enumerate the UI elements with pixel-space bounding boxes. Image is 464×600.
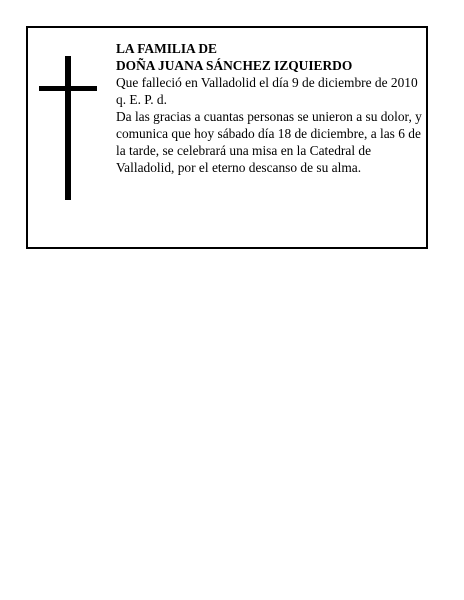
cross-horizontal-bar [39,86,97,91]
death-statement: Que falleció en Valladolid el día 9 de diciembre de 2010 [116,75,418,90]
heading-deceased-name: DOÑA JUANA SÁNCHEZ IZQUIERDO [116,58,353,73]
heading-family: LA FAMILIA DE [116,41,217,56]
cross-vertical-bar [65,56,71,200]
notice-text [116,40,424,176]
thanks-message: Da las gracias a cuantas personas se unieron a su dolor, y comunica que hoy sábado día 18 de diciembre, a las 6 de la tarde, se celebrará una misa en la Catedral de Valladolid, por el eterno descanso de su alma. [116,109,422,175]
cross-icon [39,56,99,200]
obituary-notice [26,26,428,249]
rip-abbreviation: q. E. P. d. [116,92,167,107]
